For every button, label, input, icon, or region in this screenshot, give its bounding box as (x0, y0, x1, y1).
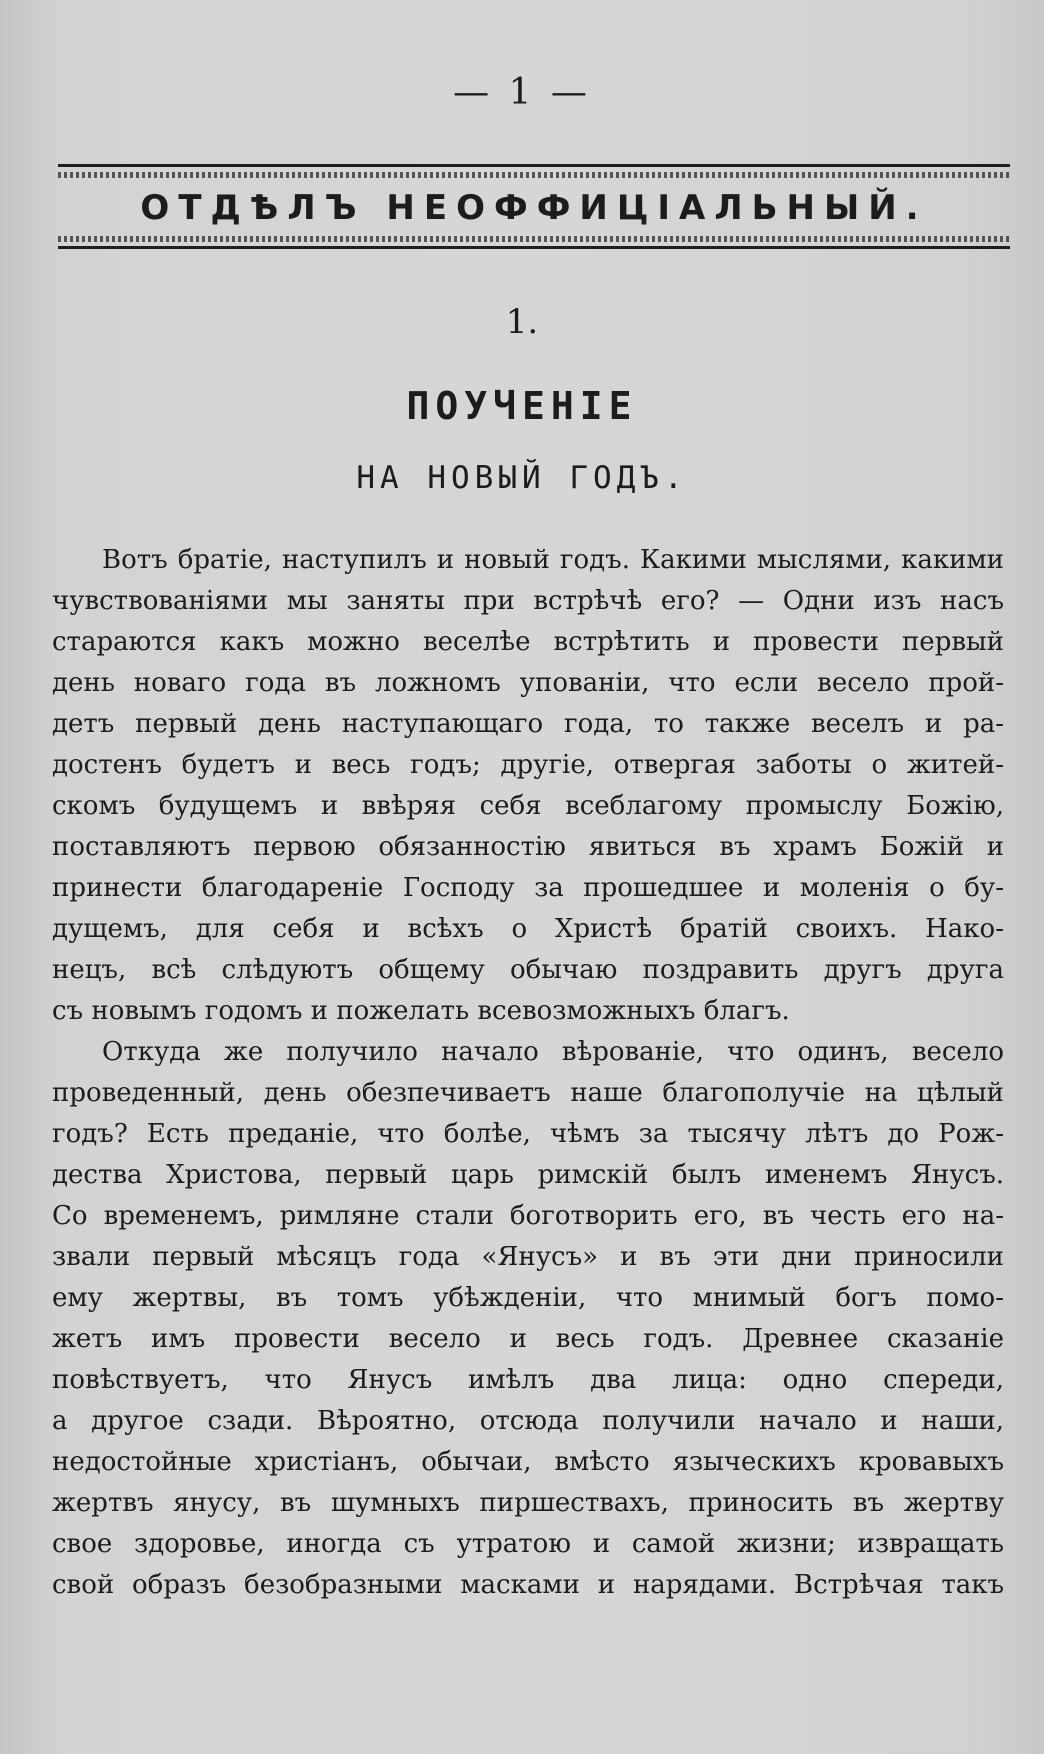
text-line: поставляютъ первою обязанностію явиться въ храмъ Божій и (52, 832, 1004, 862)
text-line: стараются какъ можно веселѣе встрѣтить и провести первый (52, 627, 1004, 657)
text-line: чувствованіями мы заняты при встрѣчѣ его? — Одни изъ насъ (52, 586, 1004, 616)
page-number: — 1 — (453, 72, 591, 113)
top-ornament-rule (58, 172, 1010, 178)
text-line: проведенный, день обезпечиваетъ наше благополучіе на цѣлый (52, 1078, 1004, 1108)
text-line: съ новымъ годомъ и пожелать всевозможныхъ благъ. (52, 996, 790, 1026)
text-line: жетъ имъ провести весело и весь годъ. Древнее сказаніе (52, 1324, 1004, 1354)
text-line: повѣствуетъ, что Янусъ имѣлъ два лица: одно спереди, (52, 1365, 1004, 1395)
text-line: Откуда же получило начало вѣрованіе, что одинъ, весело (102, 1037, 1004, 1067)
text-line: свой образъ безобразными масками и нарядами. Встрѣчая такъ (52, 1570, 1004, 1600)
article-subheading: НА НОВЫЙ ГОДЪ. (356, 460, 688, 496)
top-rule (58, 164, 1010, 167)
section-title: ОТДѢЛЪ НЕОФФИЦІАЛЬНЫЙ. (140, 188, 928, 228)
text-line: принести благодареніе Господу за прошедшее и моленія о бу- (52, 873, 1004, 903)
text-line: а другое сзади. Вѣроятно, отсюда получили начало и наши, (52, 1406, 1004, 1436)
text-line: дества Христова, первый царь римскій былъ именемъ Янусъ. (52, 1160, 1004, 1190)
article-heading: ПОУЧЕНІЕ (406, 384, 638, 428)
text-line: день новаго года въ ложномъ упованіи, что если весело прой- (52, 668, 1004, 698)
text-line: детъ первый день наступающаго года, то также веселъ и ра- (52, 709, 1004, 739)
bottom-rule (58, 246, 1010, 249)
text-line: годъ? Есть преданіе, что болѣе, чѣмъ за тысячу лѣтъ до Рож- (52, 1119, 1004, 1149)
text-line: Вотъ братіе, наступилъ и новый годъ. Какими мыслями, какими (102, 545, 1004, 575)
text-line: жертвъ янусу, въ шумныхъ пиршествахъ, приносить въ жертву (52, 1488, 1004, 1518)
text-line: Со временемъ, римляне стали боготворить его, въ честь его на- (52, 1201, 1004, 1231)
article-body (52, 540, 1004, 1606)
text-line: свое здоровье, иногда съ утратою и самой жизни; извращать (52, 1529, 1004, 1559)
bottom-ornament-rule (58, 236, 1010, 242)
text-line: нецъ, всѣ слѣдуютъ общему обычаю поздравить другъ друга (52, 955, 1004, 985)
text-line: звали первый мѣсяцъ года «Янусъ» и въ эти дни приносили (52, 1242, 1004, 1272)
text-line: недостойные христіанъ, обычаи, вмѣсто языческихъ кровавыхъ (52, 1447, 1004, 1477)
text-line: достенъ будетъ и весь годъ; другіе, отвергая заботы о житей- (52, 750, 1004, 780)
text-line: скомъ будущемъ и ввѣряя себя всеблагому промыслу Божію, (52, 791, 1004, 821)
text-line: дущемъ, для себя и всѣхъ о Христѣ братій своихъ. Нако- (52, 914, 1004, 944)
text-line: ему жертвы, въ томъ убѣжденіи, что мнимый богъ помо- (52, 1283, 1004, 1313)
article-number: 1. (505, 302, 539, 342)
